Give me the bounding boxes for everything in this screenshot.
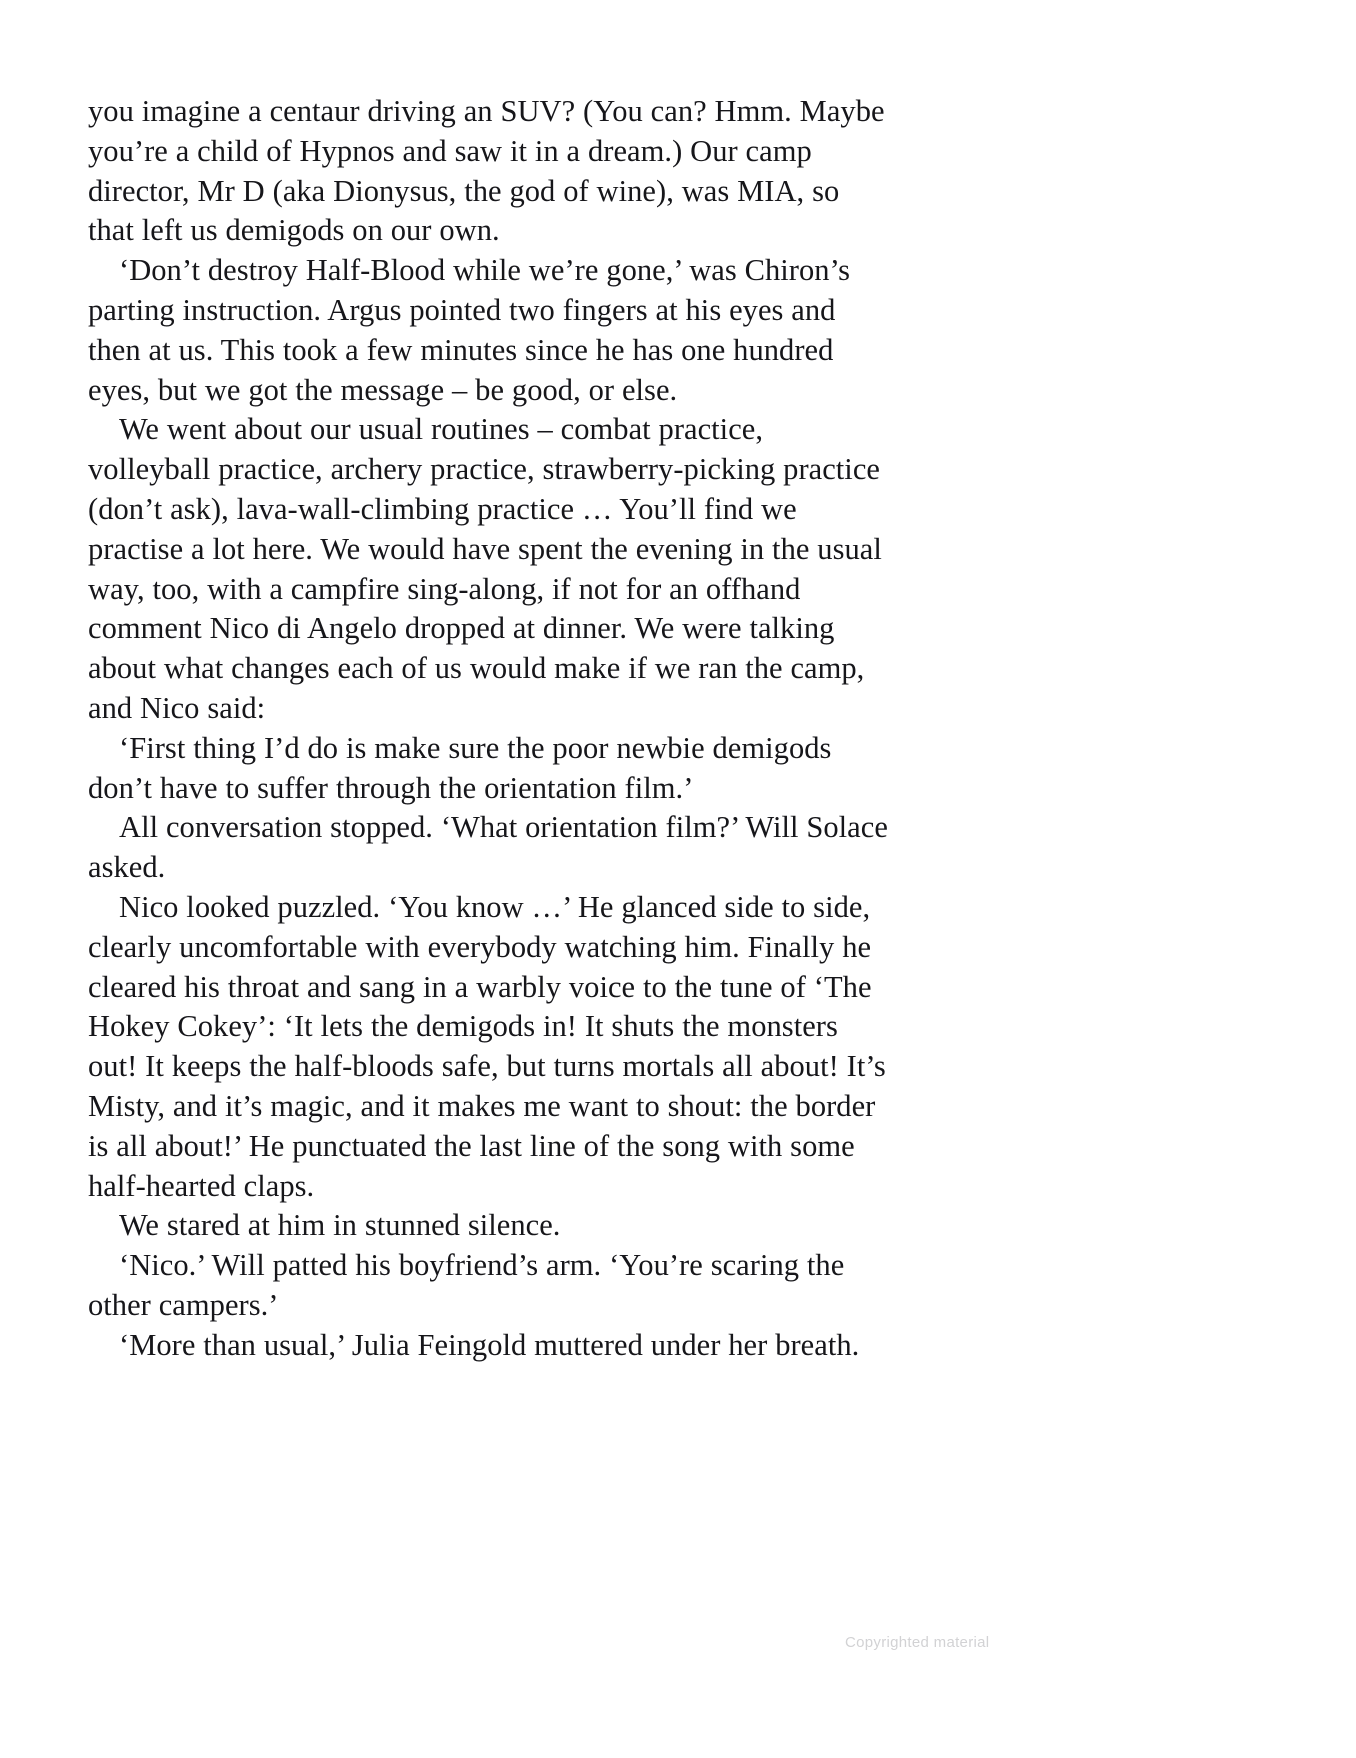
paragraph: ‘First thing I’d do is make sure the poor newbie demigods don’t have to suffer through the orientation film.’ — [88, 730, 832, 805]
body-text-column — [88, 92, 888, 1366]
paragraph: you imagine a centaur driving an SUV? (You can? Hmm. Maybe you’re a child of Hypnos and saw it in a dream.) Our camp director, Mr D (aka Dionysus, the god of wine), was MIA, so that left us demigods on our own. — [88, 94, 885, 248]
paragraph: Nico looked puzzled. ‘You know …’ He glanced side to side, clearly uncomfortable with everybody watching him. Finally he cleared his throat and sang in a warbly voice to the tune of ‘The Hokey Cokey’: ‘It lets the demigods in! It shuts the monsters out! It keeps the half-bloods safe, but turns mortals all about! It’s Misty, and it’s magic, and it makes me want to shout: the border is all about!’ He punctuated the last line of the song with some half-hearted claps. — [88, 889, 886, 1203]
paragraph: We went about our usual routines – combat practice, volleyball practice, archery practice, strawberry-picking practice (don’t ask), lava-wall-climbing practice … You’ll find we practise a lot here. We would have spent the evening in the usual way, too, with a campfire sing-along, if not for an offhand comment Nico di Angelo dropped at dinner. We were talking about what changes each of us would make if we ran the camp, and Nico said: — [88, 412, 882, 725]
paragraph: ‘Nico.’ Will patted his boyfriend’s arm. ‘You’re scaring the other campers.’ — [88, 1248, 845, 1322]
paragraph: ‘More than usual,’ Julia Feingold muttered under her breath. — [119, 1327, 860, 1362]
paragraph: We stared at him in stunned silence. — [119, 1208, 561, 1243]
copyright-watermark: Copyrighted material — [845, 1634, 990, 1651]
paragraph: All conversation stopped. ‘What orientation film?’ Will Solace asked. — [88, 810, 888, 885]
paragraph: ‘Don’t destroy Half-Blood while we’re gone,’ was Chiron’s parting instruction. Argus pointed two fingers at his eyes and then at us. This took a few minutes since he has one hundred eyes, but we got the message – be good, or else. — [88, 253, 851, 407]
